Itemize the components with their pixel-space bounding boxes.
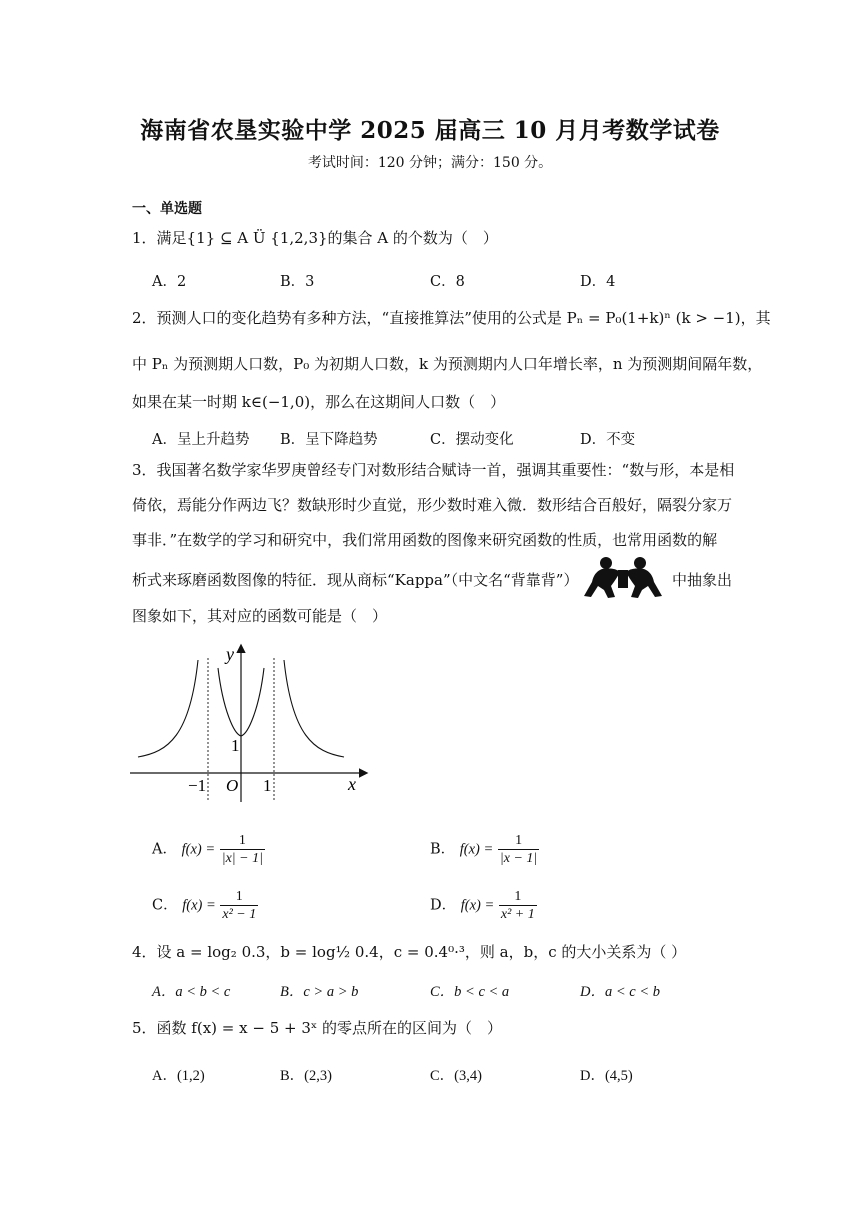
q3-option-c-denominator: x² − 1	[222, 907, 257, 922]
function-graph	[128, 640, 378, 805]
q3-option-d-denominator: x² + 1	[500, 907, 535, 922]
curve-right-branch	[284, 660, 344, 757]
question-3-line4: 析式来琢磨函数图像的特征．现从商标“Kappa”（中文名“背靠背”）	[132, 571, 579, 589]
q3-option-b-numerator: 1	[498, 832, 539, 850]
q3-option-a-letter: A．	[152, 841, 177, 858]
q4-option-b: B．c > a > b	[280, 984, 359, 1000]
q2-option-b: B．呈下降趋势	[280, 432, 378, 448]
question-3-line5: 图象如下，其对应的函数可能是（ ）	[132, 607, 388, 625]
exam-subtitle: 考试时间：120 分钟；满分：150 分。	[307, 155, 553, 171]
q3-option-a-fraction	[220, 832, 265, 867]
q3-option-d	[430, 888, 537, 923]
question-3-line4-end: 中抽象出	[672, 571, 733, 589]
y-tick-label-1: 1	[231, 736, 240, 755]
question-4-stem: 4．设 a = log₂ 0.3，b = log½ 0.4，c = 0.4⁰·³，则 a，b，c 的大小关系为（ ）	[132, 943, 687, 961]
q5-option-a: A．(1,2)	[152, 1068, 205, 1084]
question-3-line2: 倚依，焉能分作两边飞？数缺形时少直觉，形少数时难入微．数形结合百般好，隔裂分家万	[132, 496, 733, 514]
q5-option-d: D．(4,5)	[580, 1068, 633, 1084]
q2-option-d: D．不变	[580, 432, 636, 448]
q3-option-c	[152, 888, 258, 923]
y-axis-label: y	[226, 644, 234, 664]
q2-option-a: A．呈上升趋势	[152, 432, 250, 448]
q5-option-c: C．(3,4)	[430, 1068, 482, 1084]
q4-option-d: D．a < c < b	[580, 984, 660, 1000]
section-heading: 一、单选题	[132, 201, 202, 217]
kappa-logo-image	[580, 556, 666, 600]
q1-option-a: A．2	[152, 274, 187, 290]
x-axis-label: x	[348, 774, 356, 794]
q3-option-d-letter: D．	[430, 897, 457, 914]
q3-option-a-numerator: 1	[220, 832, 265, 850]
q3-option-c-lhs: f(x) =	[182, 897, 216, 914]
q2-option-c: C．摆动变化	[430, 432, 514, 448]
tick-label-pos1: 1	[263, 776, 272, 795]
q3-option-b-denominator: |x − 1|	[499, 851, 538, 866]
q3-option-d-fraction	[499, 888, 537, 923]
question-1-stem: 1．满足{1} ⊆ A Ü {1,2,3}的集合 A 的个数为（ ）	[132, 229, 498, 247]
q3-option-b-fraction	[498, 832, 539, 867]
q3-option-b	[430, 832, 539, 867]
q3-option-a	[152, 832, 265, 867]
q5-option-b: B．(2,3)	[280, 1068, 332, 1084]
q3-option-c-fraction	[220, 888, 258, 923]
exam-title: 海南省农垦实验中学 2025 届高三 10 月月考数学试卷	[140, 117, 720, 144]
question-2-line3: 如果在某一时期 k∈(−1,0)，那么在这期间人口数（ ）	[132, 393, 506, 411]
curve-left-branch	[138, 660, 198, 757]
question-5-stem: 5．函数 f(x) = x − 5 + 3ˣ 的零点所在的区间为（ ）	[132, 1019, 503, 1037]
q3-option-b-letter: B．	[430, 841, 456, 858]
question-2-line1: 2．预测人口的变化趋势有多种方法，“直接推算法”使用的公式是 Pₙ = P₀(1+k)ⁿ (k > −1)，其	[132, 309, 771, 327]
q1-option-b: B．3	[280, 274, 315, 290]
origin-label: O	[226, 776, 239, 795]
q3-option-a-lhs: f(x) =	[181, 841, 216, 858]
question-3-line3: 事非．”在数学的学习和研究中，我们常用函数的图像来研究函数的性质，也常用函数的解	[132, 531, 718, 549]
q4-option-c: C．b < c < a	[430, 984, 510, 1000]
q3-option-b-lhs: f(x) =	[459, 841, 494, 858]
tick-label-neg1: −1	[188, 776, 207, 795]
q3-option-a-denominator: |x| − 1|	[221, 851, 263, 866]
q3-option-c-letter: C．	[152, 897, 178, 914]
q3-option-c-numerator: 1	[220, 888, 258, 906]
q1-option-c: C．8	[430, 274, 465, 290]
q3-option-d-lhs: f(x) =	[460, 897, 495, 914]
question-3-line1: 3．我国著名数学家华罗庚曾经专门对数形结合赋诗一首，强调其重要性：“数与形，本是相	[132, 461, 735, 479]
q1-option-d: D．4	[580, 274, 616, 290]
question-2-line2: 中 Pₙ 为预测期人口数，P₀ 为初期人口数，k 为预测期内人口年增长率，n 为预测期间隔年数，	[132, 355, 763, 373]
q4-option-a: A．a < b < c	[152, 984, 231, 1000]
q3-option-d-numerator: 1	[499, 888, 537, 906]
